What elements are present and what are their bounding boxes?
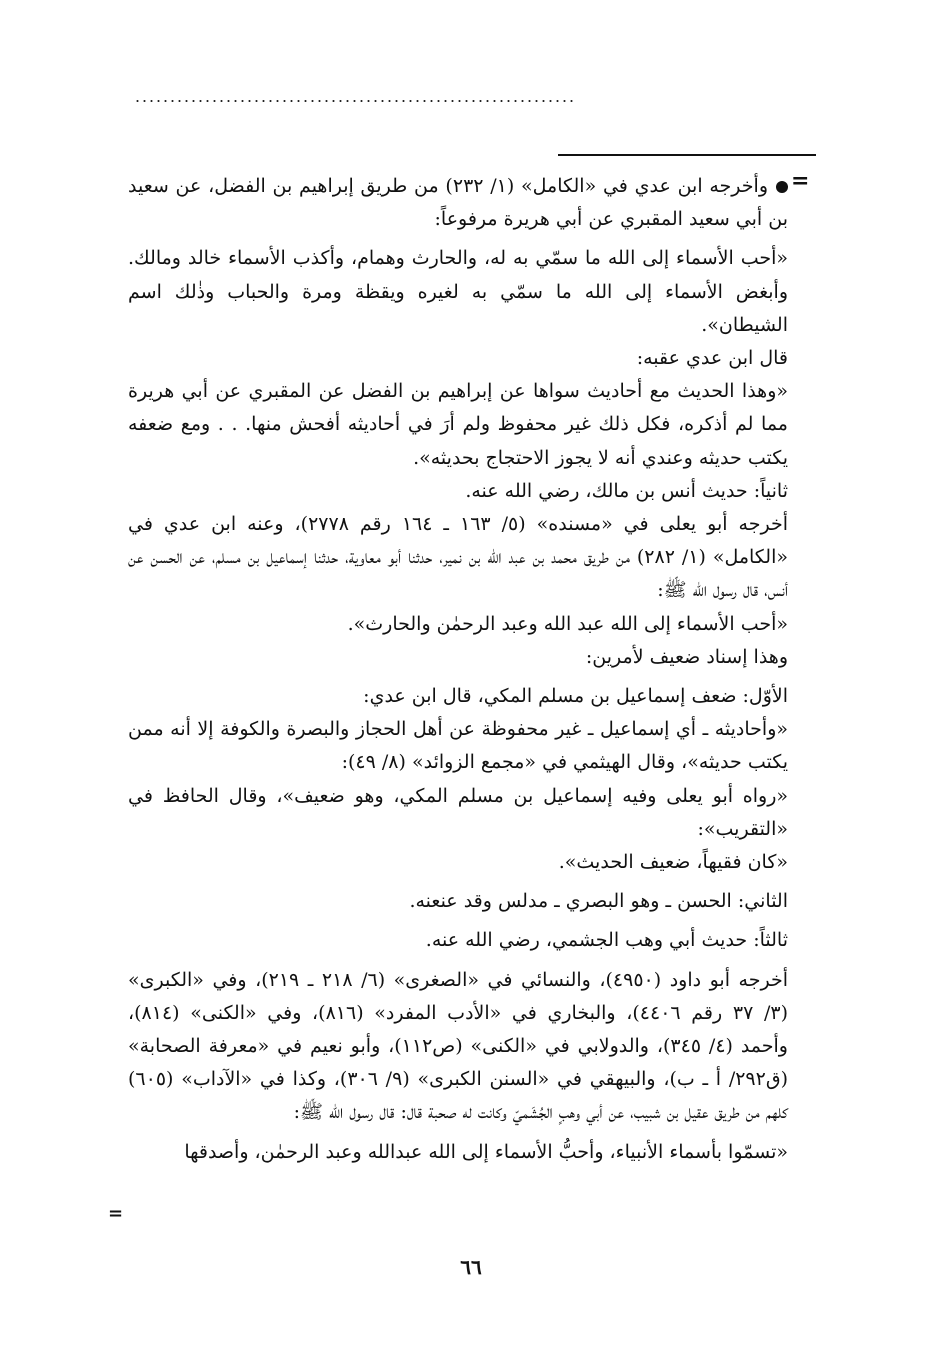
continuation-marker-bottom: =: [108, 1203, 124, 1224]
paragraph-3: قال ابن عدي عقبه:: [636, 347, 788, 370]
paragraph-8: وهذا إسناد ضعيف لأمرين:: [585, 645, 788, 668]
paragraph-5: ثانياً: حديث أنس بن مالك، رضي الله عنه.: [465, 479, 788, 502]
footnote-body: [128, 170, 788, 1169]
paragraph-11: «رواه أبو يعلى وفيه إسماعيل بن مسلم المكي، وهو ضعيف»، وقال الحافظ في «التقريب»:: [128, 784, 788, 840]
paragraph-12: «كان فقيهاً، ضعيف الحديث».: [558, 851, 788, 874]
paragraph-7: «أحب الأسماء إلى الله عبد الله وعبد الرحمٰن والحارث».: [347, 612, 788, 635]
paragraph-6: أخرجه أبو يعلى في «مسنده» (٥/ ١٦٣ ـ ١٦٤ رقم ٢٧٧٨)، وعنه ابن عدي في «الكامل» (١/ ٢٨٢) من طريق محمد بن عبد الله بن نمير، حدثنا أبو معاوية، حدثنا إسماعيل بن مسلم، عن الحسن عن أنس، قال رسول الله ﷺ:: [128, 513, 788, 602]
page-number: ٦٦: [460, 1255, 482, 1279]
paragraph-9: الأوّل: ضعف إسماعيل بن مسلم المكي، قال ابن عدي:: [363, 685, 788, 708]
paragraph-1: وأخرجه ابن عدي في «الكامل» (١/ ٢٣٢) من طريق إبراهيم بن الفضل، عن سعيد بن أبي سعيد المقبري عن أبي هريرة مرفوعاً:: [128, 175, 788, 231]
paragraph-2: «أحب الأسماء إلى الله ما سمّي به له، والحارث وهمام، وأكذب الأسماء خالد ومالك. وأبغض الأسماء إلى الله ما سمّي به لغيره ويقظة ومرة والحباب وذٰلك اسم الشيطان».: [128, 247, 788, 336]
paragraph-15: أخرجه أبو داود (٤٩٥٠)، والنسائي في «الصغرى» (٦/ ٢١٨ ـ ٢١٩)، وفي «الكبرى» (٣/ ٣٧ رقم ٤٤٠٦)، والبخاري في «الأدب المفرد» (٨١٦)، وفي «الكنى» (٨١٤)، وأحمد (٤/ ٣٤٥)، والدولابي في «الكنى» (ص١١٢)، وأبو نعيم في «معرفة الصحابة» (ق٢٩٢/ أ ـ ب)، والبيهقي في «السنن الكبرى» (٩/ ٣٠٦)، وكذا في «الآداب» (٦٠٥) كلهم من طريق عقيل بن شبيب، عن أبي وهبٍ الجُشَميّ وكانت له صحبة قال: قال رسول الله ﷺ:: [128, 968, 788, 1124]
paragraph-14: ثالثاً: حديث أبي وهب الجشمي، رضي الله عنه.: [425, 929, 788, 952]
paragraph-16: «تسمّوا بأسماء الأنبياء، وأحبُّ الأسماء إلى الله عبدالله وعبد الرحمٰن، وأصدقها: [184, 1140, 788, 1163]
paragraph-10: «وأحاديثه ـ أي إسماعيل ـ غير محفوظة عن أهل الحجاز والبصرة والكوفة إلا أنه ممن يكتب حديثه»، وقال الهيثمي في «مجمع الزوائد» (٨/ ٤٩):: [128, 718, 788, 774]
continuation-marker-top: =: [791, 168, 810, 194]
paragraph-4: «وهذا الحديث مع أحاديث سواها عن إبراهيم بن الفضل عن المقبري عن أبي هريرة مما لم أذكره، فكل ذلك غير محفوظ ولم أرَ في أحاديثه أفحش منها. . . ومع ضعفه يكتب حديثه وعندي أنه لا يجوز الاحتجاج بحديثه».: [128, 380, 788, 469]
paragraph-13: الثاني: الحسن ـ وهو البصري ـ مدلس وقد عنعنه.: [409, 890, 788, 913]
bullet-icon: [776, 181, 788, 193]
footnote-separator-line: [558, 154, 816, 156]
header-dotted-line: ...............................................................: [135, 86, 577, 106]
